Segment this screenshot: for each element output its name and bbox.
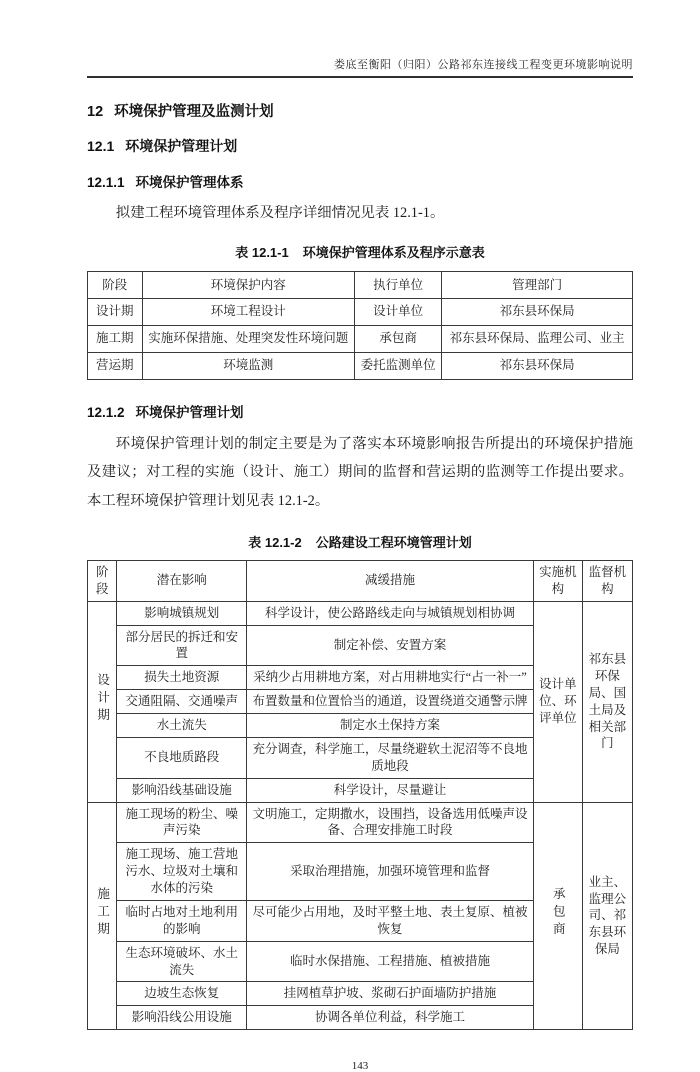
heading-section-12 bbox=[87, 100, 633, 121]
col-header-content: 环境保护内容 bbox=[142, 272, 355, 299]
measure-cell: 科学设计，使公路路线走向与城镇规划相协调 bbox=[247, 601, 534, 625]
paragraph-intro-12-1-2: 环境保护管理计划的制定主要是为了落实本环境影响报告所提出的环境保护措施及建议；对工程的实施（设计、施工）期间的监督和营运期的监测等工作提出要求。本工程环境保护管理计划见表 12.1-2。 bbox=[87, 435, 633, 510]
impact-cell: 影响城镇规划 bbox=[117, 601, 247, 625]
measure-cell: 采纳少占用耕地方案，对占用耕地实行“占一补一” bbox=[247, 666, 534, 690]
implementer-cell: 设计单位、环评单位 bbox=[533, 601, 582, 802]
phase-cell: 施工期 bbox=[88, 325, 143, 352]
measure-cell: 制定水土保持方案 bbox=[247, 714, 534, 738]
phase-label: 施工期 bbox=[95, 887, 110, 940]
executor-cell: 委托监测单位 bbox=[355, 352, 442, 379]
measure-cell: 临时水保措施、工程措施、植被措施 bbox=[247, 941, 534, 982]
table-header-row bbox=[88, 272, 633, 299]
paragraph-intro-12-1-1: 拟建工程环境管理体系及程序详细情况见表 12.1-1。 bbox=[115, 205, 445, 221]
measure-cell: 文明施工，定期撒水，设围挡，设备选用低噪声设备、合理安排施工时段 bbox=[247, 802, 534, 843]
phase-cell bbox=[88, 802, 117, 1030]
impact-cell: 水土流失 bbox=[117, 714, 247, 738]
heading-text: 环境保护管理及监测计划 bbox=[114, 104, 274, 120]
implementer-cell bbox=[533, 802, 582, 1030]
heading-number: 12.1.2 bbox=[87, 404, 125, 420]
col-header-impact: 潜在影响 bbox=[117, 560, 247, 601]
phase-cell: 营运期 bbox=[88, 352, 143, 379]
page-number: 143 bbox=[351, 1060, 369, 1072]
table-row bbox=[88, 601, 633, 625]
impact-cell: 生态环境破坏、水土流失 bbox=[117, 941, 247, 982]
measure-cell: 协调各单位利益，科学施工 bbox=[247, 1006, 534, 1030]
table-header-row bbox=[88, 560, 633, 601]
table-management-system bbox=[87, 271, 633, 380]
table-row bbox=[88, 802, 633, 843]
col-header-phase: 阶段 bbox=[88, 272, 143, 299]
manager-cell: 祁东县环保局 bbox=[442, 298, 633, 325]
table-management-plan bbox=[87, 560, 633, 1030]
measure-cell: 充分调查，科学施工，尽量绕避软土泥沼等不良地质地段 bbox=[247, 737, 534, 778]
heading-number: 12.1 bbox=[87, 138, 115, 154]
heading-section-12-1-1 bbox=[87, 171, 633, 191]
col-header-supervisor: 监督机构 bbox=[582, 560, 632, 601]
table1-caption-label: 表 12.1-1 bbox=[235, 245, 289, 261]
impact-cell: 不良地质路段 bbox=[117, 737, 247, 778]
col-header-measure: 减缓措施 bbox=[247, 560, 534, 601]
impact-cell: 临时占地对土地利用的影响 bbox=[117, 900, 247, 941]
measure-cell: 尽可能少占用地，及时平整土地、表土复原、植被恢复 bbox=[247, 900, 534, 941]
impact-cell: 施工现场的粉尘、噪声污染 bbox=[117, 802, 247, 843]
supervisor-cell: 祁东县环保局、国土局及相关部门 bbox=[582, 601, 632, 802]
table-row bbox=[88, 298, 633, 325]
executor-cell: 设计单位 bbox=[355, 298, 442, 325]
measure-cell: 采取治理措施，加强环境管理和监督 bbox=[247, 843, 534, 901]
manager-cell: 祁东县环保局、监理公司、业主 bbox=[442, 325, 633, 352]
measure-cell: 布置数量和位置恰当的通道，设置绕道交通警示牌 bbox=[247, 690, 534, 714]
table-row bbox=[88, 352, 633, 379]
impact-cell: 部分居民的拆迁和安置 bbox=[117, 625, 247, 666]
measure-cell: 制定补偿、安置方案 bbox=[247, 625, 534, 666]
executor-cell: 承包商 bbox=[355, 325, 442, 352]
table2-caption-title: 公路建设工程环境管理计划 bbox=[315, 534, 472, 550]
manager-cell: 祁东县环保局 bbox=[442, 352, 633, 379]
heading-section-12-1-2 bbox=[87, 401, 633, 421]
supervisor-cell: 业主、监理公司、祁东县环保局 bbox=[582, 802, 632, 1030]
col-header-executor: 执行单位 bbox=[355, 272, 442, 299]
measure-cell: 科学设计，尽量避让 bbox=[247, 778, 534, 802]
impact-cell: 影响沿线公用设施 bbox=[117, 1006, 247, 1030]
running-header: 娄底至衡阳（归阳）公路祁东连接线工程变更环境影响说明 bbox=[87, 56, 633, 78]
heading-section-12-1 bbox=[87, 136, 633, 156]
table-row bbox=[88, 325, 633, 352]
impact-cell: 损失土地资源 bbox=[117, 666, 247, 690]
measure-cell: 挂网植草护坡、浆砌石护面墙防护措施 bbox=[247, 982, 534, 1006]
table1-caption-title: 环境保护管理体系及程序示意表 bbox=[302, 245, 485, 261]
implementer-label: 承包商 bbox=[551, 887, 566, 940]
col-header-implementer: 实施机构 bbox=[533, 560, 582, 601]
table2-caption-label: 表 12.1-2 bbox=[248, 534, 302, 550]
heading-text: 环境保护管理计划 bbox=[135, 404, 244, 420]
impact-cell: 交通阻隔、交通噪声 bbox=[117, 690, 247, 714]
heading-number: 12.1.1 bbox=[87, 175, 125, 190]
content-cell: 环境工程设计 bbox=[142, 298, 355, 325]
impact-cell: 边坡生态恢复 bbox=[117, 982, 247, 1006]
heading-text: 环境保护管理计划 bbox=[125, 138, 238, 154]
phase-cell: 设计期 bbox=[88, 298, 143, 325]
impact-cell: 影响沿线基础设施 bbox=[117, 778, 247, 802]
table1-caption bbox=[87, 242, 633, 261]
col-header-phase: 阶段 bbox=[88, 560, 117, 601]
impact-cell: 施工现场、施工营地污水、垃圾对土壤和水体的污染 bbox=[117, 843, 247, 901]
phase-cell bbox=[88, 601, 117, 802]
table2-caption bbox=[87, 532, 633, 551]
heading-number: 12 bbox=[87, 104, 104, 120]
phase-label: 设计期 bbox=[95, 672, 110, 726]
content-cell: 环境监测 bbox=[142, 352, 355, 379]
col-header-manager: 管理部门 bbox=[442, 272, 633, 299]
heading-text: 环境保护管理体系 bbox=[135, 175, 244, 190]
content-cell: 实施环保措施、处理突发性环境问题 bbox=[142, 325, 355, 352]
